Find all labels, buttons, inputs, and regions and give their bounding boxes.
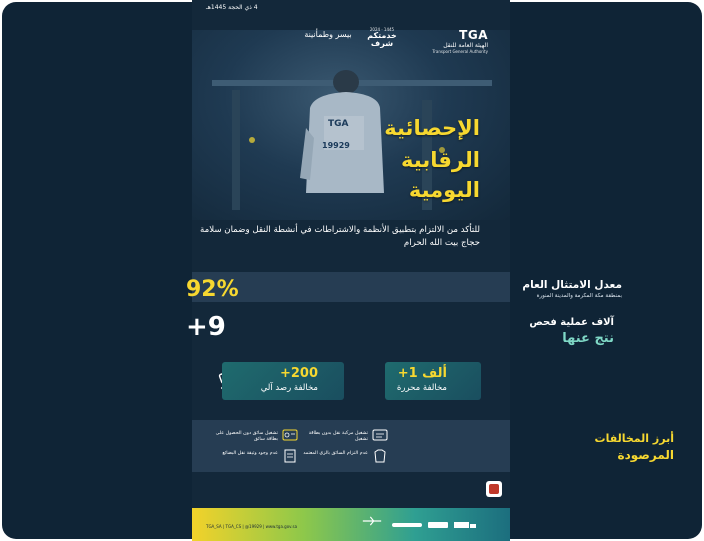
date-line: 4 ذي الحجة 1445هـ [206, 4, 258, 11]
compliance-band [192, 272, 510, 302]
infographic-poster [192, 0, 510, 541]
footer-contacts: TGA_SA | TGA_CS | @19929 | www.tga.gov.sa [206, 524, 298, 529]
inspections-sub: نتج عنها [562, 331, 614, 346]
logo-strip [192, 28, 510, 68]
compliance-label: معدل الامتثال العام [522, 279, 622, 291]
violation-item-uniform: عدم التزام السائق بالزي المعتمد [303, 451, 368, 456]
manual-violations-value: +1 ألف [397, 366, 447, 381]
uniform-icon [372, 449, 388, 463]
inspections-value: +9 [186, 312, 226, 342]
title-line-2 [220, 148, 480, 178]
violation-item-driver-card: تشغيل سائق دون الحصول على بطاقة سائق [215, 431, 278, 443]
train-icon [392, 520, 422, 530]
violations-title-1: أبرز المخالفات [594, 432, 674, 445]
hajj-badge-icon [486, 481, 502, 497]
badge-number: 19929 [322, 141, 350, 150]
tga-name-ar: الهيئة العامة للنقل [443, 42, 488, 49]
driver-card-icon [282, 428, 298, 442]
tga-name-en: Transport General Authority [432, 49, 488, 54]
violations-title-2: المرصودة [617, 448, 674, 462]
document-icon [282, 449, 298, 463]
title-line-3 [220, 178, 480, 208]
plane-icon [360, 516, 384, 526]
title-text-2: الرقابية [401, 148, 480, 172]
auto-violations-value: +200 [279, 366, 318, 381]
badge-abbr: TGA [328, 119, 349, 129]
title-text-1: الإحصائية [384, 116, 480, 140]
tga-logo [432, 28, 488, 54]
calligraphy-logo: بيسر وطمأنينة [304, 30, 352, 39]
bus-icon [428, 520, 448, 530]
truck-icon [454, 520, 476, 530]
khidma-logo [364, 28, 400, 48]
auto-violations-label: مخالفة رصد آلي [260, 383, 318, 393]
title-text-3: اليومية [408, 178, 480, 202]
compliance-sub: بمنطقة مكة المكرمة والمدينة المنورة [536, 293, 622, 299]
compliance-value: 92% [186, 277, 239, 302]
auto-violations-card [222, 362, 344, 400]
violation-item-document: عدم وجود وثيقة نقل البضائع [222, 451, 278, 456]
manual-violations-card [385, 362, 481, 400]
violations-band [192, 420, 510, 472]
khidma-year: 1445 · 2024 [369, 27, 395, 32]
title-line-1 [220, 116, 480, 146]
subtitle: للتأكد من الالتزام بتطبيق الأنظمة والاشتراطات في أنشطة النقل وضمان سلامة حجاج بيت الله الحرام [199, 225, 480, 248]
inspections-label: آلاف عملية فحص [529, 317, 614, 328]
vehicle-card-icon [372, 428, 388, 442]
violation-item-vehicle-card: تشغيل مركبة نقل بدون بطاقة تشغيل [308, 431, 368, 443]
manual-violations-label: مخالفة محررة [396, 383, 447, 393]
tga-abbr: TGA [459, 28, 488, 42]
khidma-text: خدمتكم شرف [367, 31, 397, 48]
